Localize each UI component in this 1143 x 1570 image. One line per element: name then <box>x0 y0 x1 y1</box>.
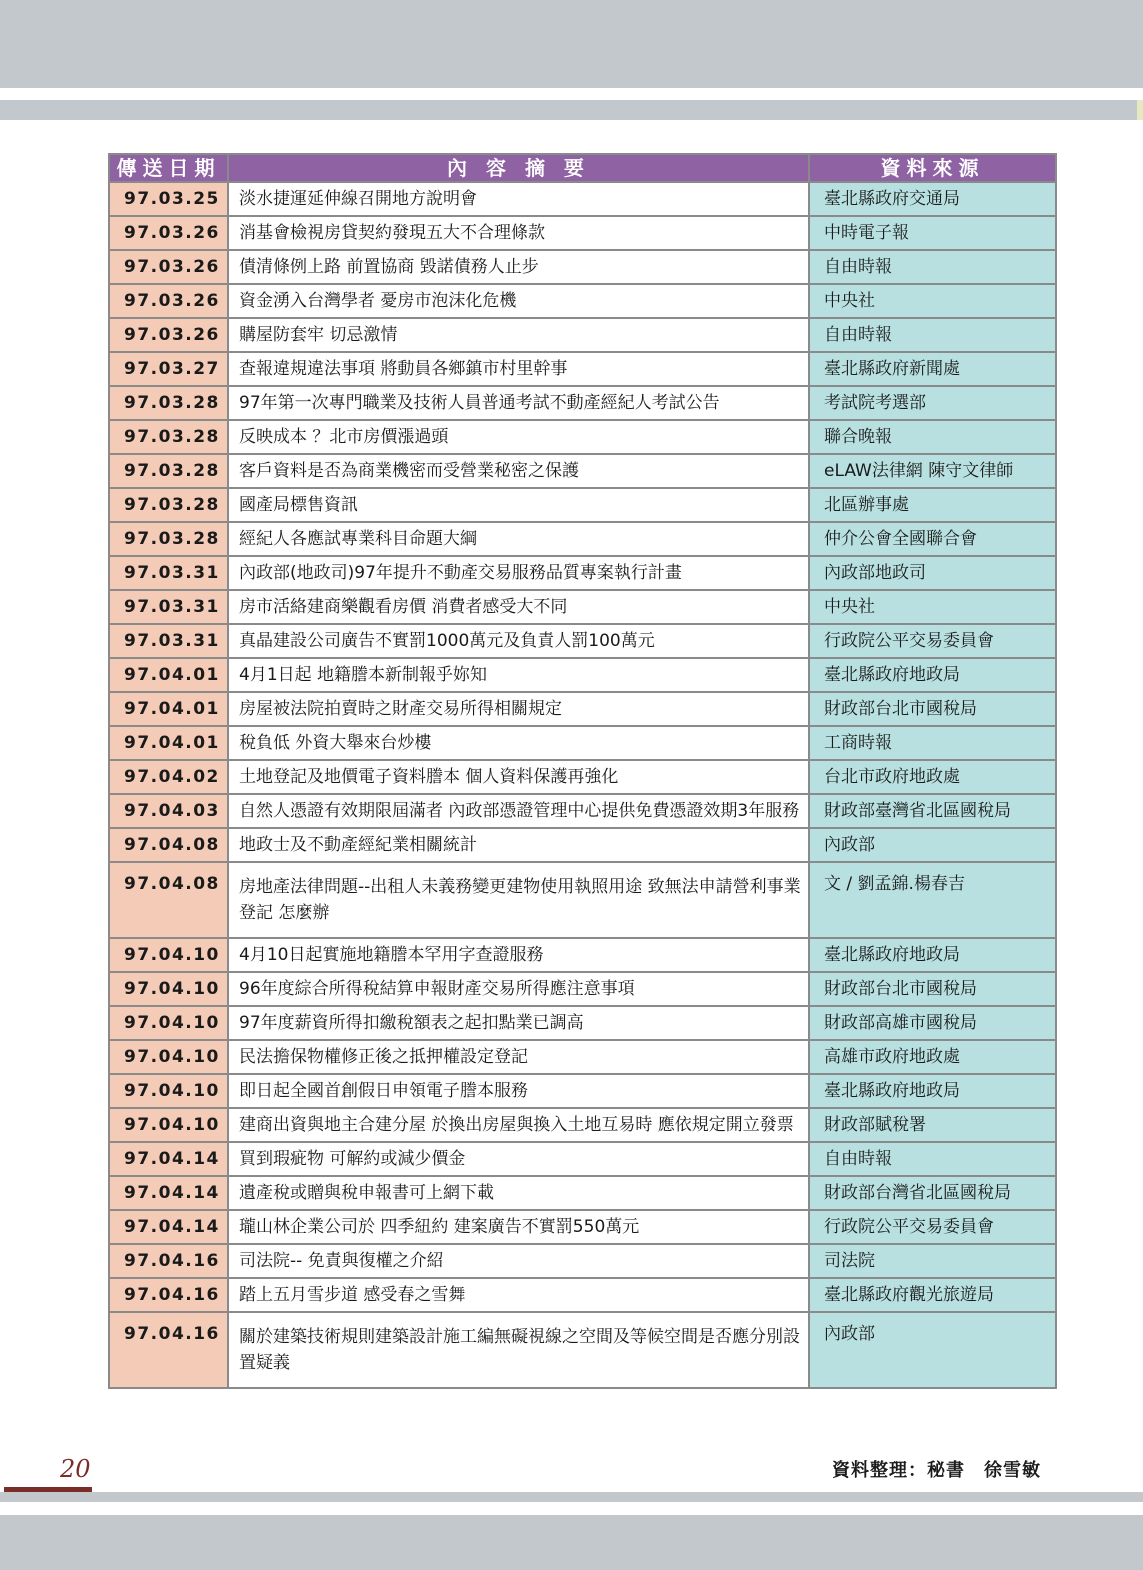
row-summary: 查報違規違法事項 將動員各鄉鎮市村里幹事 <box>228 352 809 386</box>
row-source: 財政部台北市國稅局 <box>809 692 1056 726</box>
table-row <box>109 250 1056 284</box>
row-date: 97.03.31 <box>109 590 228 624</box>
table-row <box>109 216 1056 250</box>
row-date: 97.03.28 <box>109 488 228 522</box>
row-date: 97.04.14 <box>109 1210 228 1244</box>
row-source: 臺北縣政府觀光旅遊局 <box>809 1278 1056 1312</box>
table-row <box>109 794 1056 828</box>
row-date: 97.04.10 <box>109 1074 228 1108</box>
row-date: 97.03.28 <box>109 522 228 556</box>
row-summary: 司法院-- 免責與復權之介紹 <box>228 1244 809 1278</box>
row-summary: 4月10日起實施地籍謄本罕用字查證服務 <box>228 938 809 972</box>
row-source: eLAW法律網 陳守文律師 <box>809 454 1056 488</box>
row-source: 文 / 劉孟錦.楊春吉 <box>809 862 1056 938</box>
table-row <box>109 454 1056 488</box>
row-source: 中時電子報 <box>809 216 1056 250</box>
table-row <box>109 318 1056 352</box>
row-summary: 債清條例上路 前置協商 毀諾債務人止步 <box>228 250 809 284</box>
table-row <box>109 1142 1056 1176</box>
table-row <box>109 658 1056 692</box>
row-date: 97.04.02 <box>109 760 228 794</box>
row-date: 97.03.26 <box>109 318 228 352</box>
row-summary: 民法擔保物權修正後之抵押權設定登記 <box>228 1040 809 1074</box>
row-summary: 97年第一次專門職業及技術人員普通考試不動產經紀人考試公告 <box>228 386 809 420</box>
table-row <box>109 828 1056 862</box>
row-date: 97.04.16 <box>109 1278 228 1312</box>
table-row <box>109 522 1056 556</box>
row-summary: 即日起全國首創假日申領電子謄本服務 <box>228 1074 809 1108</box>
row-date: 97.03.28 <box>109 420 228 454</box>
row-summary: 淡水捷運延伸線召開地方說明會 <box>228 182 809 216</box>
table-row <box>109 420 1056 454</box>
row-summary: 房屋被法院拍賣時之財產交易所得相關規定 <box>228 692 809 726</box>
row-source: 自由時報 <box>809 250 1056 284</box>
row-summary: 國產局標售資訊 <box>228 488 809 522</box>
row-summary: 房市活絡建商樂觀看房價 消費者感受大不同 <box>228 590 809 624</box>
row-date: 97.03.31 <box>109 624 228 658</box>
row-date: 97.03.31 <box>109 556 228 590</box>
table-row <box>109 1006 1056 1040</box>
table-row <box>109 590 1056 624</box>
row-date: 97.04.03 <box>109 794 228 828</box>
table-row <box>109 972 1056 1006</box>
row-source: 臺北縣政府新聞處 <box>809 352 1056 386</box>
row-source: 財政部高雄市國稅局 <box>809 1006 1056 1040</box>
table-row <box>109 760 1056 794</box>
row-summary: 土地登記及地價電子資料謄本 個人資料保護再強化 <box>228 760 809 794</box>
row-date: 97.04.08 <box>109 828 228 862</box>
table-row <box>109 1312 1056 1388</box>
row-source: 財政部台灣省北區國稅局 <box>809 1176 1056 1210</box>
table-row <box>109 1176 1056 1210</box>
table-row <box>109 726 1056 760</box>
row-date: 97.04.10 <box>109 1108 228 1142</box>
top-decorative-line <box>0 100 1143 120</box>
row-source: 司法院 <box>809 1244 1056 1278</box>
news-table <box>108 153 1057 1389</box>
row-date: 97.04.16 <box>109 1244 228 1278</box>
table-row <box>109 352 1056 386</box>
row-summary: 4月1日起 地籍謄本新制報乎妳知 <box>228 658 809 692</box>
table-row <box>109 1074 1056 1108</box>
row-source: 中央社 <box>809 284 1056 318</box>
row-source: 財政部臺灣省北區國稅局 <box>809 794 1056 828</box>
row-source: 內政部地政司 <box>809 556 1056 590</box>
row-source: 聯合晚報 <box>809 420 1056 454</box>
row-date: 97.03.28 <box>109 454 228 488</box>
table-row <box>109 386 1056 420</box>
table-body <box>109 182 1056 1388</box>
table-header-row <box>109 154 1056 182</box>
row-date: 97.04.01 <box>109 692 228 726</box>
row-date: 97.04.14 <box>109 1176 228 1210</box>
row-summary: 遺產稅或贈與稅申報書可上網下載 <box>228 1176 809 1210</box>
row-date: 97.03.27 <box>109 352 228 386</box>
row-source: 臺北縣政府地政局 <box>809 1074 1056 1108</box>
top-decorative-band <box>0 0 1143 88</box>
row-date: 97.03.25 <box>109 182 228 216</box>
row-summary: 稅負低 外資大舉來台炒樓 <box>228 726 809 760</box>
header-source: 資料來源 <box>809 154 1056 182</box>
table-row <box>109 488 1056 522</box>
row-summary: 地政士及不動產經紀業相關統計 <box>228 828 809 862</box>
row-date: 97.03.26 <box>109 216 228 250</box>
table-row <box>109 938 1056 972</box>
row-date: 97.04.10 <box>109 972 228 1006</box>
row-summary: 房地產法律問題--出租人未義務變更建物使用執照用途 致無法申請營利事業登記 怎麼辦 <box>228 862 809 938</box>
page-number: 20 <box>60 1455 91 1483</box>
table-row <box>109 1040 1056 1074</box>
row-summary: 購屋防套牢 切忌激情 <box>228 318 809 352</box>
row-date: 97.04.01 <box>109 726 228 760</box>
row-source: 北區辦事處 <box>809 488 1056 522</box>
row-date: 97.04.10 <box>109 1006 228 1040</box>
table-row <box>109 284 1056 318</box>
row-date: 97.03.26 <box>109 250 228 284</box>
table-row <box>109 624 1056 658</box>
row-source: 臺北縣政府交通局 <box>809 182 1056 216</box>
row-source: 自由時報 <box>809 318 1056 352</box>
row-source: 內政部 <box>809 828 1056 862</box>
compiled-by-credit: 資料整理：秘書 徐雪敏 <box>832 1460 1041 1481</box>
row-date: 97.03.28 <box>109 386 228 420</box>
row-source: 財政部台北市國稅局 <box>809 972 1056 1006</box>
row-summary: 經紀人各應試專業科目命題大綱 <box>228 522 809 556</box>
row-summary: 建商出資與地主合建分屋 於換出房屋與換入土地互易時 應依規定開立發票 <box>228 1108 809 1142</box>
row-summary: 97年度薪資所得扣繳稅額表之起扣點業已調高 <box>228 1006 809 1040</box>
table-row <box>109 862 1056 938</box>
bottom-decorative-band <box>0 1515 1143 1570</box>
row-date: 97.03.26 <box>109 284 228 318</box>
row-summary: 96年度綜合所得稅結算申報財產交易所得應注意事項 <box>228 972 809 1006</box>
row-date: 97.04.10 <box>109 938 228 972</box>
row-source: 財政部賦稅署 <box>809 1108 1056 1142</box>
top-decorative-accent <box>1137 100 1143 120</box>
row-source: 內政部 <box>809 1312 1056 1388</box>
row-summary: 資金湧入台灣學者 憂房市泡沫化危機 <box>228 284 809 318</box>
row-source: 台北市政府地政處 <box>809 760 1056 794</box>
row-summary: 買到瑕疵物 可解約或減少價金 <box>228 1142 809 1176</box>
row-source: 考試院考選部 <box>809 386 1056 420</box>
row-date: 97.04.16 <box>109 1312 228 1388</box>
table-row <box>109 1278 1056 1312</box>
row-date: 97.04.08 <box>109 862 228 938</box>
table-row <box>109 1210 1056 1244</box>
row-source: 臺北縣政府地政局 <box>809 938 1056 972</box>
row-date: 97.04.14 <box>109 1142 228 1176</box>
row-source: 行政院公平交易委員會 <box>809 1210 1056 1244</box>
row-source: 高雄市政府地政處 <box>809 1040 1056 1074</box>
table-row <box>109 556 1056 590</box>
row-summary: 瓏山林企業公司於 四季紐約 建案廣告不實罰550萬元 <box>228 1210 809 1244</box>
row-source: 自由時報 <box>809 1142 1056 1176</box>
row-summary: 客戶資料是否為商業機密而受營業秘密之保護 <box>228 454 809 488</box>
row-source: 臺北縣政府地政局 <box>809 658 1056 692</box>
row-source: 仲介公會全國聯合會 <box>809 522 1056 556</box>
row-source: 行政院公平交易委員會 <box>809 624 1056 658</box>
bottom-decorative-line <box>0 1492 1143 1502</box>
table-row <box>109 182 1056 216</box>
row-date: 97.04.01 <box>109 658 228 692</box>
row-summary: 自然人憑證有效期限屆滿者 內政部憑證管理中心提供免費憑證效期3年服務 <box>228 794 809 828</box>
table-row <box>109 692 1056 726</box>
header-summary: 內 容 摘 要 <box>228 154 809 182</box>
row-summary: 真晶建設公司廣告不實罰1000萬元及負責人罰100萬元 <box>228 624 809 658</box>
row-summary: 內政部(地政司)97年提升不動產交易服務品質專案執行計畫 <box>228 556 809 590</box>
row-date: 97.04.10 <box>109 1040 228 1074</box>
table-row <box>109 1244 1056 1278</box>
row-summary: 關於建築技術規則建築設計施工編無礙視線之空間及等候空間是否應分別設置疑義 <box>228 1312 809 1388</box>
header-date: 傳送日期 <box>109 154 228 182</box>
row-summary: 反映成本 ？北市房價漲過頭 <box>228 420 809 454</box>
row-source: 中央社 <box>809 590 1056 624</box>
row-summary: 消基會檢視房貸契約發現五大不合理條款 <box>228 216 809 250</box>
table-row <box>109 1108 1056 1142</box>
row-summary: 踏上五月雪步道 感受春之雪舞 <box>228 1278 809 1312</box>
row-source: 工商時報 <box>809 726 1056 760</box>
